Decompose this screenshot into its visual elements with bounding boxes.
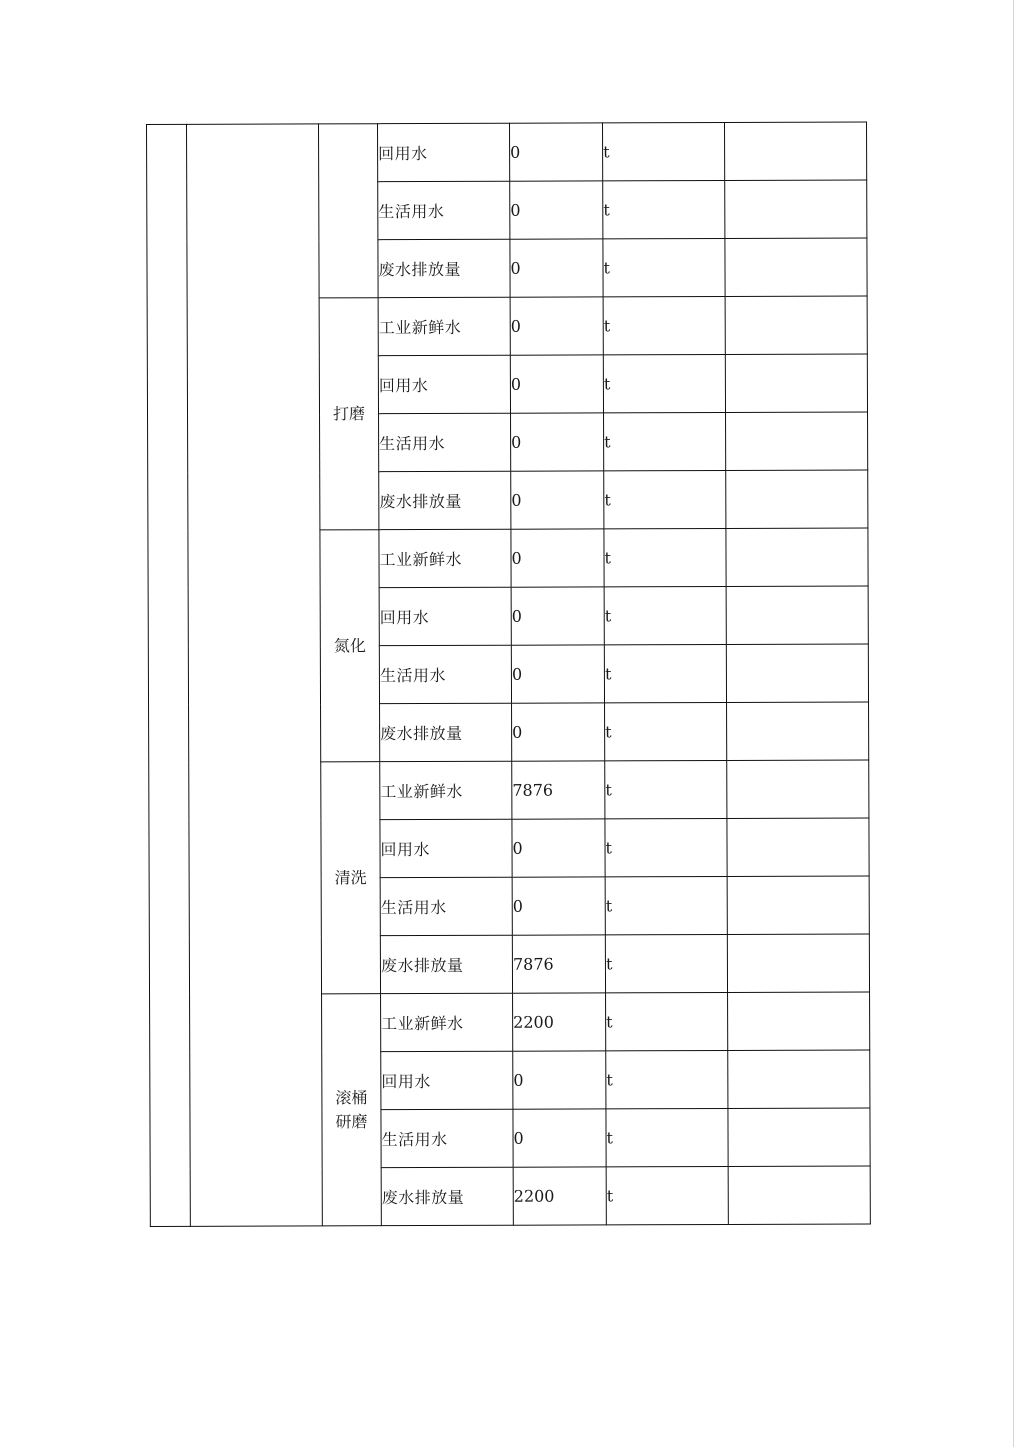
unit-cell: t [605, 934, 727, 992]
unit-cell: t [604, 644, 726, 702]
note-cell [725, 238, 867, 296]
unit-cell: t [605, 702, 727, 760]
item-cell: 废水排放量 [380, 935, 512, 993]
page-edge [1013, 0, 1014, 1447]
note-cell [727, 818, 869, 876]
value-cell: 2200 [513, 1167, 606, 1225]
value-cell: 0 [510, 297, 603, 355]
unit-cell: t [603, 354, 725, 412]
unit-cell: t [606, 1108, 728, 1166]
note-cell [726, 412, 868, 470]
note-cell [726, 528, 868, 586]
item-cell: 工业新鲜水 [379, 529, 511, 587]
note-cell [728, 1166, 870, 1224]
note-cell [728, 1050, 870, 1108]
process-label: 打磨 [332, 403, 366, 423]
note-cell [724, 122, 866, 180]
blank-column-1 [147, 124, 191, 1226]
value-cell: 0 [511, 471, 604, 529]
process-cell [320, 530, 380, 762]
note-cell [726, 470, 868, 528]
note-cell [727, 760, 869, 818]
item-cell: 生活用水 [380, 877, 512, 935]
unit-cell: t [606, 1166, 728, 1224]
item-cell: 工业新鲜水 [380, 761, 512, 819]
blank-column-2 [187, 124, 323, 1226]
item-cell: 生活用水 [379, 645, 511, 703]
item-cell: 回用水 [381, 1051, 513, 1109]
note-cell [726, 586, 868, 644]
process-label: 清洗 [334, 867, 367, 887]
value-cell: 7876 [512, 935, 605, 993]
process-cell [321, 762, 381, 994]
item-cell: 生活用水 [381, 1109, 513, 1167]
note-cell [726, 644, 868, 702]
unit-cell: t [604, 528, 726, 586]
process-label: 氮化 [333, 635, 366, 655]
water-usage-table [146, 121, 871, 1227]
value-cell: 0 [512, 877, 605, 935]
unit-cell: t [604, 412, 726, 470]
process-cell [319, 298, 379, 530]
note-cell [727, 876, 869, 934]
unit-cell: t [602, 122, 724, 180]
unit-cell: t [603, 180, 725, 238]
note-cell [727, 702, 869, 760]
unit-cell: t [605, 818, 727, 876]
process-label: 滚桶研磨 [335, 1087, 368, 1131]
unit-cell: t [606, 992, 728, 1050]
item-cell: 工业新鲜水 [378, 297, 510, 355]
unit-cell: t [605, 760, 727, 818]
item-cell: 回用水 [378, 355, 510, 413]
value-cell: 0 [511, 529, 604, 587]
note-cell [727, 934, 869, 992]
note-cell [725, 296, 867, 354]
value-cell: 7876 [512, 761, 605, 819]
item-cell: 废水排放量 [381, 1167, 513, 1225]
item-cell: 生活用水 [379, 413, 511, 471]
value-cell: 0 [512, 819, 605, 877]
value-cell: 0 [510, 239, 603, 297]
item-cell: 生活用水 [378, 181, 510, 239]
note-cell [725, 180, 867, 238]
value-cell: 0 [513, 1109, 606, 1167]
unit-cell: t [605, 876, 727, 934]
item-cell: 回用水 [379, 587, 511, 645]
value-cell: 0 [509, 123, 602, 181]
value-cell: 0 [512, 703, 605, 761]
value-cell: 2200 [513, 993, 606, 1051]
unit-cell: t [604, 470, 726, 528]
value-cell: 0 [511, 587, 604, 645]
item-cell: 废水排放量 [379, 471, 511, 529]
note-cell [728, 1108, 870, 1166]
unit-cell: t [603, 238, 725, 296]
value-cell: 0 [513, 1051, 606, 1109]
value-cell: 0 [510, 181, 603, 239]
item-cell: 废水排放量 [380, 703, 512, 761]
item-cell: 回用水 [380, 819, 512, 877]
unit-cell: t [603, 296, 725, 354]
table-row [147, 122, 867, 183]
item-cell: 回用水 [378, 123, 510, 181]
unit-cell: t [604, 586, 726, 644]
value-cell: 0 [511, 645, 604, 703]
process-cell [319, 124, 379, 298]
item-cell: 工业新鲜水 [381, 993, 513, 1051]
item-cell: 废水排放量 [378, 239, 510, 297]
unit-cell: t [606, 1050, 728, 1108]
note-cell [725, 354, 867, 412]
note-cell [728, 992, 870, 1050]
value-cell: 0 [511, 413, 604, 471]
process-cell [322, 994, 382, 1226]
value-cell: 0 [510, 355, 603, 413]
